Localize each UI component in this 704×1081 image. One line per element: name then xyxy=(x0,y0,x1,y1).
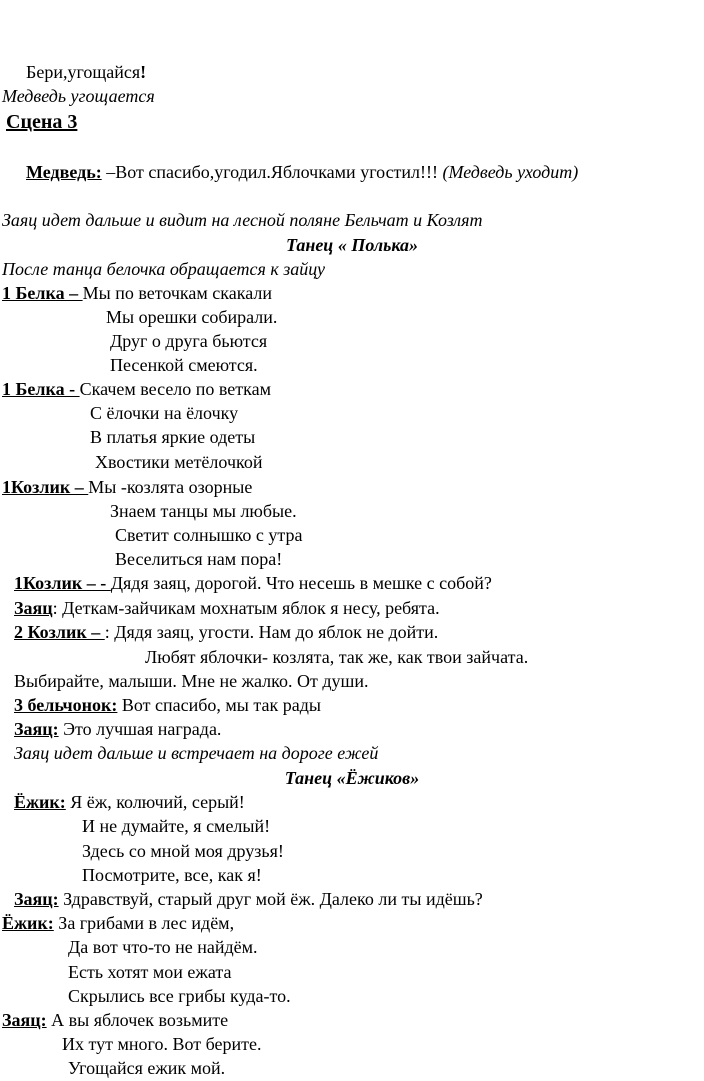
dialogue-text: Вот спасибо, мы так рады xyxy=(117,695,321,715)
verse-line: Друг о друга бьются xyxy=(110,331,268,351)
verse-line: Да вот что-то не найдём. xyxy=(68,937,258,957)
stage-direction: (Медведь уходит) xyxy=(442,162,579,182)
speaker-name: Заяц: xyxy=(14,719,59,739)
stage-direction: Медведь угощается xyxy=(2,86,155,106)
speaker-name: Медведь: xyxy=(26,162,102,182)
stage-direction: Заяц идет дальше и встречает на дороге ежей xyxy=(14,743,379,763)
dialogue-line xyxy=(14,572,492,594)
verse-line: Скрылись все грибы куда-то. xyxy=(68,986,291,1006)
dialogue-line xyxy=(14,888,483,910)
dance-heading: Танец « Полька» xyxy=(285,235,419,255)
verse-line: Хвостики метёлочкой xyxy=(95,452,263,472)
verse-line: И не думайте, я смелый! xyxy=(82,816,271,836)
speaker-name: Заяц xyxy=(14,598,53,618)
speaker-name: Ёжик: xyxy=(2,913,54,933)
dialogue-text: Мы -козлята озорные xyxy=(88,477,253,497)
verse-line: Выбирайте, малыши. Мне не жалко. От души. xyxy=(14,671,369,691)
line-text: Бери,угощайся xyxy=(26,62,141,82)
dialogue-line xyxy=(2,1009,228,1031)
dialogue-text: : Дядя заяц, угости. Нам до яблок не дойти. xyxy=(104,622,439,642)
stage-direction: После танца белочка обращается к зайцу xyxy=(2,259,326,279)
verse-line: Песенкой смеются. xyxy=(110,355,258,375)
dialogue-text: : Деткам-зайчикам мохнатым яблок я несу, ребята. xyxy=(52,598,440,618)
speaker-name: 1 Белка - xyxy=(2,379,80,399)
dialogue-text: А вы яблочек возьмите xyxy=(46,1010,229,1030)
dialogue-text: Дядя заяц, дорогой. Что несешь в мешке с собой? xyxy=(110,573,492,593)
speaker-name: Заяц: xyxy=(2,1010,47,1030)
verse-line: Их тут много. Вот берите. xyxy=(62,1034,262,1054)
dialogue-line xyxy=(26,161,578,183)
verse-line: Знаем танцы мы любые. xyxy=(110,501,297,521)
verse-line: С ёлочки на ёлочку xyxy=(90,403,239,423)
dialogue-line xyxy=(14,718,221,740)
stage-direction: Заяц идет дальше и видит на лесной поляне Бельчат и Козлят xyxy=(2,210,483,230)
speaker-name: 3 бельчонок: xyxy=(14,695,118,715)
scene-heading: Сцена 3 xyxy=(6,111,78,133)
verse-line: Светит солнышко с утра xyxy=(115,525,303,545)
verse-line: Мы орешки собирали. xyxy=(106,307,278,327)
dialogue-text: Здравствуй, старый друг мой ёж. Далеко ли ты идёшь? xyxy=(58,889,483,909)
verse-line: Веселиться нам пора! xyxy=(115,549,283,569)
dialogue-text: Скачем весело по веткам xyxy=(79,379,272,399)
verse-line: Здесь со мной моя друзья! xyxy=(82,841,284,861)
verse-line: Любят яблочки- козлята, так же, как твои зайчата. xyxy=(145,647,529,667)
speaker-name: Ёжик: xyxy=(14,792,66,812)
text-line xyxy=(26,61,146,83)
dialogue-text: Я ёж, колючий, серый! xyxy=(65,792,245,812)
dialogue-line xyxy=(2,476,252,498)
dialogue-line xyxy=(14,621,438,643)
dialogue-text: Мы по веточкам скакали xyxy=(82,283,272,303)
dialogue-text: Это лучшая награда. xyxy=(58,719,222,739)
verse-line: В платья яркие одеты xyxy=(90,427,256,447)
dance-heading: Танец «Ёжиков» xyxy=(284,768,420,788)
dialogue-line xyxy=(2,282,272,304)
speaker-name: 1 Белка – xyxy=(2,283,83,303)
dialogue-line xyxy=(14,597,440,619)
speaker-name: 2 Козлик – xyxy=(14,622,105,642)
verse-line: Есть хотят мои ежата xyxy=(68,962,232,982)
dialogue-line xyxy=(2,378,271,400)
verse-line: Угощайся ежик мой. xyxy=(68,1058,226,1078)
dialogue-text: За грибами в лес идём, xyxy=(53,913,235,933)
verse-line: Посмотрите, все, как я! xyxy=(82,865,262,885)
exclamation: ! xyxy=(140,62,147,82)
speaker-name: 1Козлик – - xyxy=(14,573,111,593)
dialogue-line xyxy=(14,694,321,716)
dialogue-line xyxy=(2,912,234,934)
speaker-name: 1Козлик – xyxy=(2,477,89,497)
dialogue-line xyxy=(14,791,245,813)
speaker-name: Заяц: xyxy=(14,889,59,909)
dialogue-text: –Вот спасибо,угодил.Яблочками угостил!!! xyxy=(101,162,443,182)
